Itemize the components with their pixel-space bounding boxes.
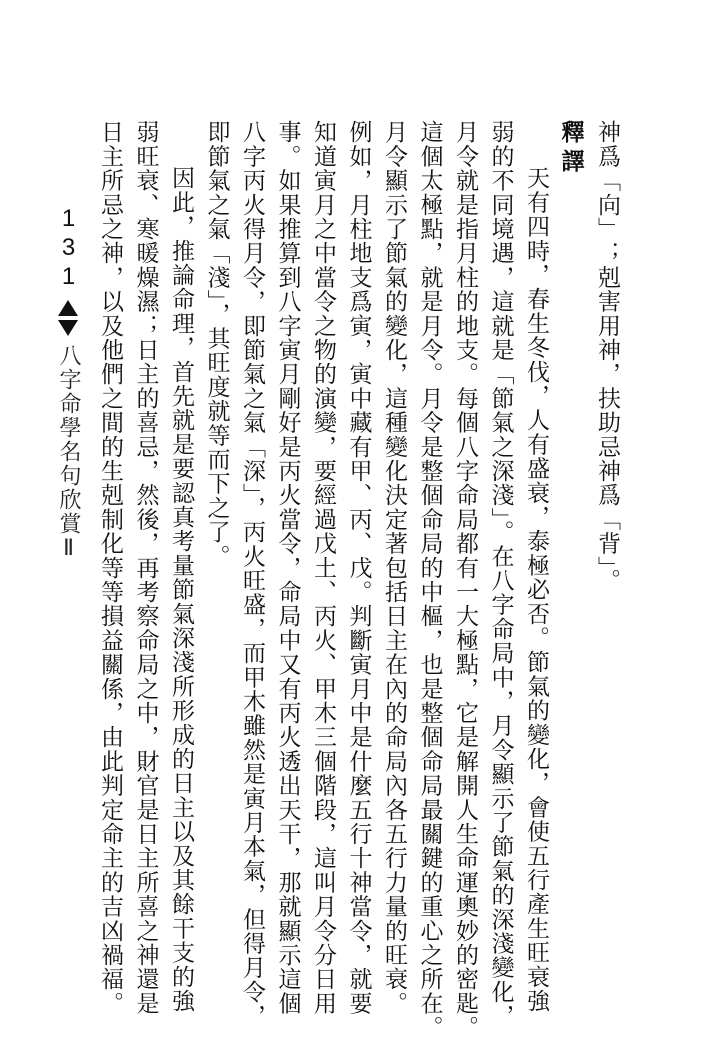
text-line: 月令就是指月柱的地支。每個八字命局都有一大極點，它是解開人生命運奧妙的密匙。 (452, 120, 478, 1040)
text-line: 月令顯示了節氣的變化，這種變化決定著包括日主在內的命局內各五行力量的旺衰。 (381, 120, 407, 1016)
text-line: 八字丙火得月令，即節氣之氣「深」，丙火旺盛，而甲木雖然是寅月本氣，但得月令， (239, 120, 265, 1029)
section-heading: 釋譯 (557, 120, 585, 178)
page-side-header (48, 205, 88, 563)
text-line: 因此，推論命理，首先就是要認真考量節氣深淺所形成的日主以及其餘干支的強 (168, 166, 194, 1013)
main-text-block (92, 120, 625, 1040)
text-line: 弱的不同境遇，這就是「節氣之深淺」。在八字命局中，月令顯示了節氣的深淺變化， (487, 120, 514, 1029)
text-line: 弱旺衰、寒暖燥濕；日主的喜忌，然後，再考察命局之中，財官是日主所喜之神還是 (132, 120, 159, 1016)
text-line: 事。如果推算到八字寅月剛好是丙火當令，命局中又有丙火透出天干，那就顯示這個 (274, 120, 301, 1016)
text-line: 即節氣之氣「淺」，其旺度就等而下之了。 (203, 120, 230, 569)
up-down-triangle-icon (58, 300, 78, 336)
text-line: 日主所忌之神，以及他們之間的生剋制化等等損益關係，由此判定命主的吉凶禍福。 (97, 120, 123, 1016)
text-line: 例如，月柱地支爲寅，寅中藏有甲、丙、戊。判斷寅月中是什麼五行十神當令，就要 (345, 120, 372, 1016)
book-title: 八字命學名句欣賞Ⅱ (56, 344, 81, 563)
text-line: 知道寅月之中當令之物的演變，要經過戊土、丙火、甲木三個階段，這叫月令分日用 (310, 120, 336, 1016)
text-line: 神爲「向」；剋害用神，扶助忌神爲「背」。 (594, 120, 620, 593)
text-line: 這個太極點，就是月令。月令是整個命局的中樞，也是整個命局最關鍵的重心之所在。 (416, 120, 443, 1040)
page-number: 131 (55, 205, 82, 292)
text-line: 天有四時，春生冬伐，人有盛衰，泰極必否。節氣的變化，會使五行產生旺衰強 (523, 166, 549, 1013)
